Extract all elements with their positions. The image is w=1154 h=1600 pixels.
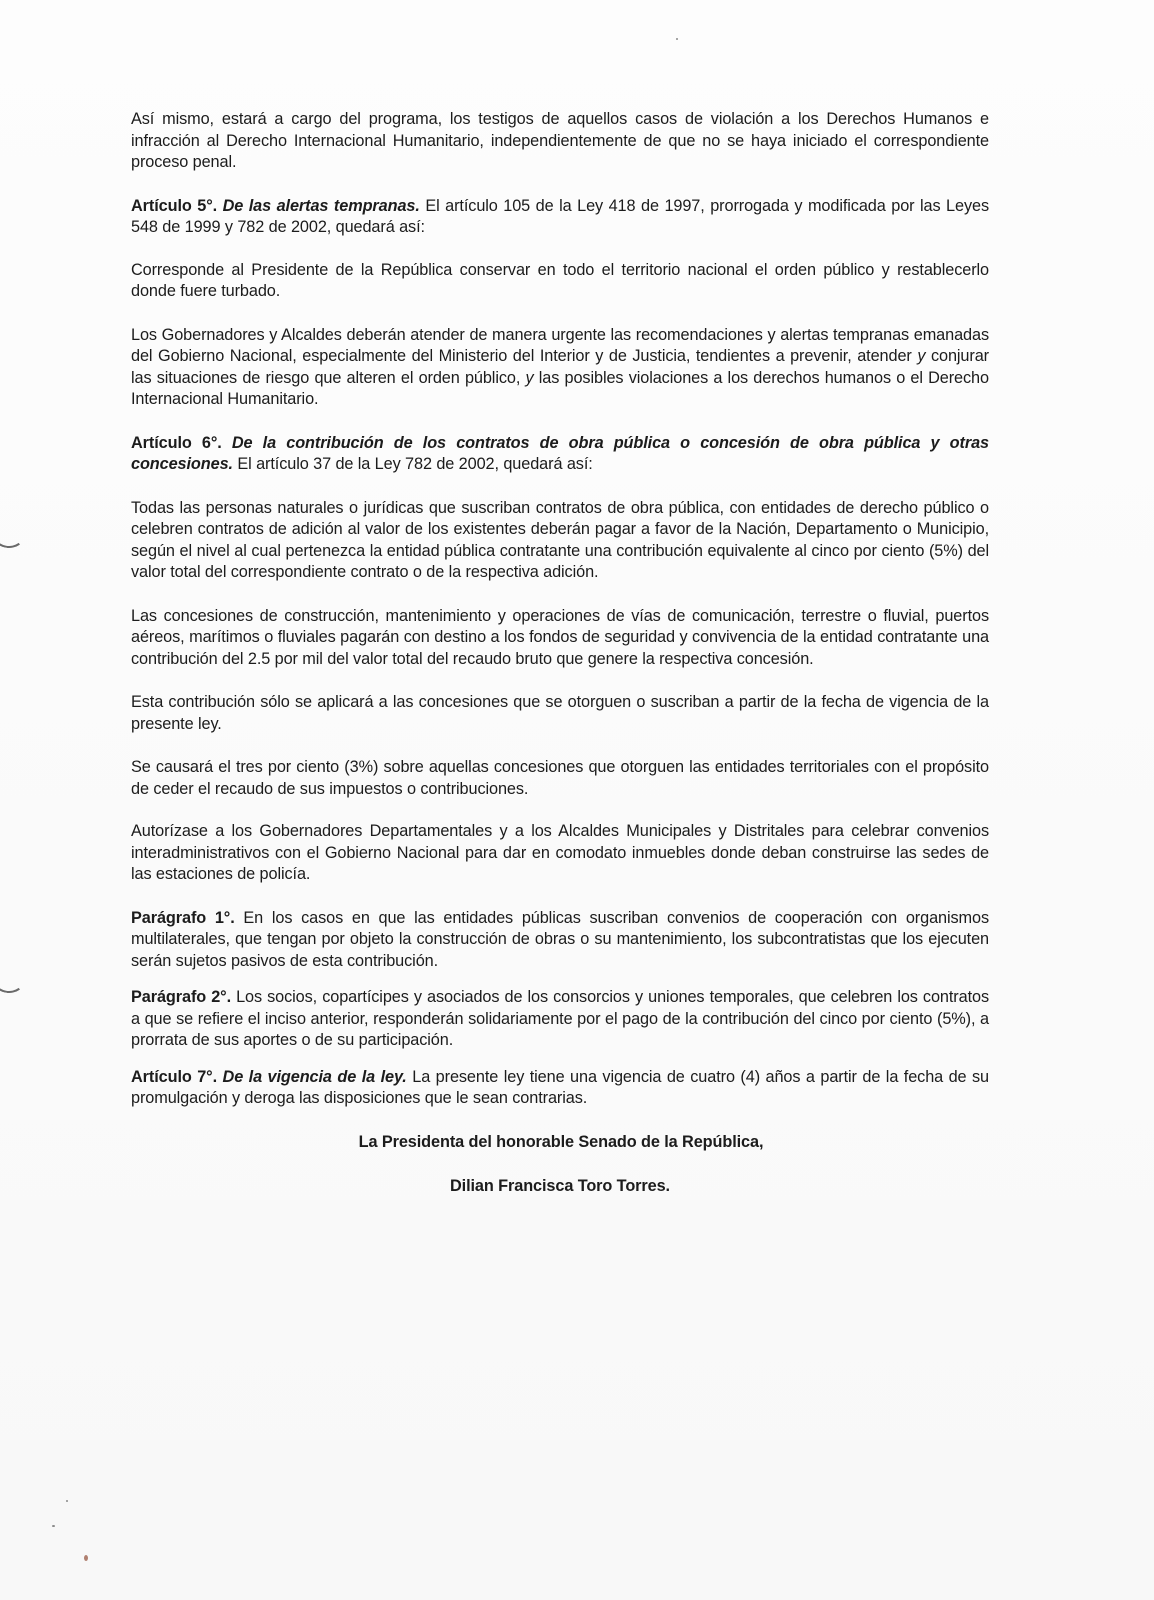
paragraph-2-label: Parágrafo 2°. [131,988,231,1006]
punch-hole-mark [0,952,31,996]
article-6-label: Artículo 6°. [131,433,222,452]
paragraph-governors-text-b: conjurar las situaciones de riesgo que alteren el orden público, [131,347,989,387]
document-body [131,109,989,1198]
paragraph-authorization: Autorízase a los Gobernadores Departamentales y a los Alcaldes Municipales y Distritales para celebrar convenios interadministrativos con el Gobierno Nacional para dar en comodato inmuebles donde deban construirse las sedes de las estaciones de policía. [131,822,989,883]
article-7-text: La presente ley tiene una vigencia de cuatro (4) años a partir de la fecha de su promulgación y deroga las disposiciones que le sean contrarias. [131,1067,990,1107]
paragraph-paragraph-2 [131,987,989,1052]
article-6-text: El artículo 37 de la Ley 782 de 2002, quedará así: [237,455,593,473]
scan-speck [52,1525,55,1527]
scan-speck [66,1500,68,1502]
article-5-text: El artículo 105 de la Ley 418 de 1997, prorrogada y modificada por las Leyes 548 de 1999 y 782 de 2002, quedará así: [131,196,989,236]
scan-speck [84,1555,88,1561]
paragraph-public-works: Todas las personas naturales o jurídicas que suscriban contratos de obra pública, con entidades de derecho público o celebren contratos de adición al valor de los existentes deberán pagar a favor de la Nación, Departamento o Municipio, según el nivel al cual pertenezca la entidad pública contratante una contribución equivalente al cinco por ciento (5%) del valor total del correspondiente contrato o de la respectiva adición. [131,498,989,581]
punch-hole-mark [0,507,31,551]
paragraph-governors-conjunction: y [525,368,534,387]
paragraph-governors-conjunction: y [917,347,926,365]
paragraph-1-text: En los casos en que las entidades públicas suscriban convenios de cooperación con organismos multilaterales, que tengan por objeto la construcción de obras o su mantenimiento, los subcontratistas que los ejecuten serán sujetos pasivos de esta contribución. [131,908,989,970]
paragraph-governors-text-c: las posibles violaciones a los derechos humanos o el Derecho Internacional Humanitario. [131,368,989,408]
signature-name: Dilian Francisca Toro Torres. [450,1177,670,1195]
paragraph-three-percent: Se causará el tres por ciento (3%) sobre aquellas concesiones que otorguen las entidades territoriales con el propósito de ceder el recaudo de sus impuestos o contribuciones. [131,758,989,798]
paragraph-governors [131,325,989,411]
paragraph-applicability: Esta contribución sólo se aplicará a las concesiones que se otorguen o suscriban a partir de la fecha de vigencia de la presente ley. [131,693,989,733]
article-6 [131,433,989,476]
article-7-title: De la vigencia de la ley. [222,1067,407,1086]
paragraph-paragraph-1 [131,908,989,973]
paragraph-witnesses: Así mismo, estará a cargo del programa, los testigos de aquellos casos de violación a los Derechos Humanos e infracción al Derecho Internacional Humanitario, independientemente de que no se haya iniciado el correspondiente proceso penal. [131,110,989,171]
article-6-title: De la contribución de los contratos de obra pública o concesión de obra pública y otras concesiones. [131,433,989,473]
paragraph-president: Corresponde al Presidente de la República conservar en todo el territorio nacional el orden público y restablecerlo donde fuere turbado. [131,260,989,300]
scan-speck [676,38,678,40]
signature-title: La Presidenta del honorable Senado de la República, [358,1132,764,1151]
paragraph-governors-text-a: Los Gobernadores y Alcaldes deberán atender de manera urgente las recomendaciones y alertas tempranas emanadas del Gobierno Nacional, especialmente del Ministerio del Interior y de Justicia, tendientes a prevenir, atender [131,325,989,365]
paragraph-2-text: Los socios, copartícipes y asociados de los consorcios y uniones temporales, que celebren los contratos a que se refiere el inciso anterior, responderán solidariamente por el pago de la contribución del cinco por ciento (5%), a prorrata de sus aportes o de su participación. [131,988,989,1049]
article-7-label: Artículo 7°. [131,1067,218,1086]
article-5 [131,196,989,239]
paragraph-concessions: Las concesiones de construcción, mantenimiento y operaciones de vías de comunicación, terrestre o fluvial, puertos aéreos, marítimos o fluviales pagarán con destino a los fondos de seguridad y convivencia de la entidad contratante una contribución del 2.5 por mil del valor total del recaudo bruto que genere la respectiva concesión. [131,606,989,668]
paragraph-1-label: Parágrafo 1°. [131,908,235,927]
article-7 [131,1067,989,1110]
article-5-label: Artículo 5°. [131,196,218,215]
article-5-title: De las alertas tempranas. [222,196,420,215]
